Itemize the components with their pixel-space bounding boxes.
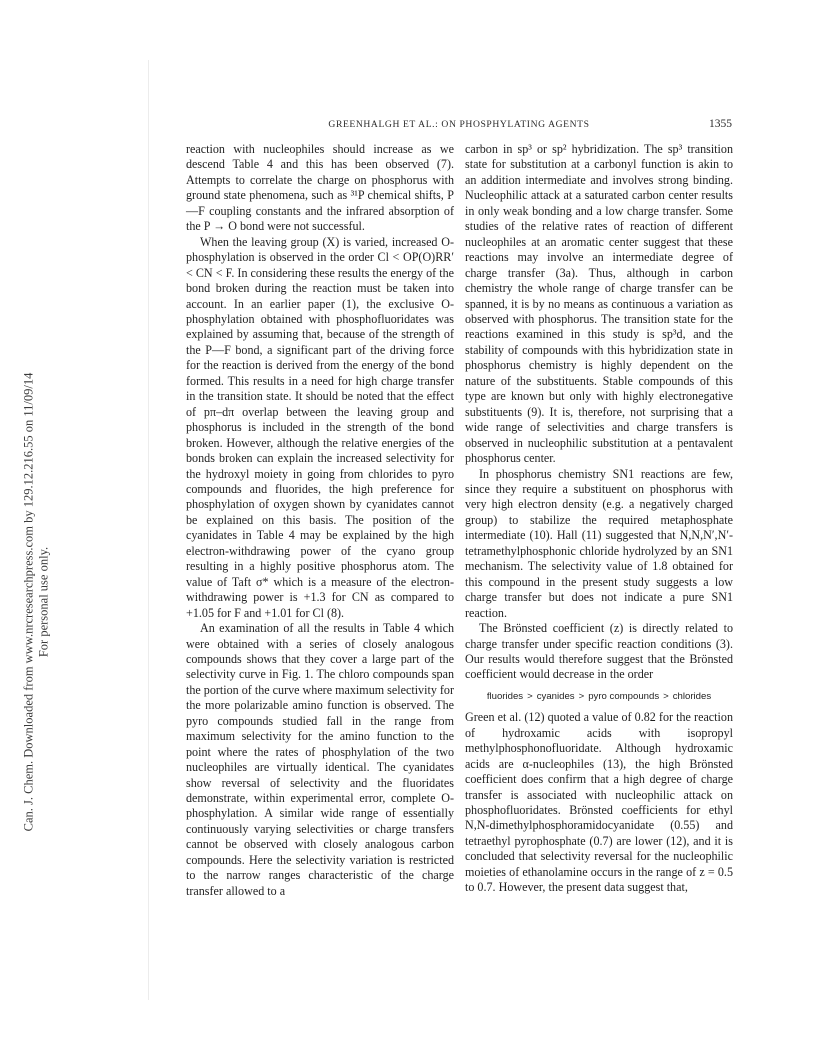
- order-separator: >: [578, 690, 585, 702]
- left-column: [186, 142, 454, 899]
- left-paragraph-1: reaction with nucleophiles should increase as we descend Table 4 and this has been observed (7). Attempts to correlate the charge on phosphorus with ground state phenomena, such as ³¹P chemical shifts, P—F coupling constants and the infrared absorption of the P → O bond were not successful.: [186, 142, 454, 234]
- right-paragraph-4: Green et al. (12) quoted a value of 0.82 for the reaction of hydroxamic acids with isopropyl methylphosphonofluoridate. Although hydroxamic acids are α-nucleophiles (13), the high Brönsted coefficient does confirm that a high degree of charge transfer is associated with nucleophilic attack on phosphofluoridates. Brönsted coefficients for ethyl N,N-dimethylphosphoramidocyanidate (0.55) and tetraethyl pyrophosphate (0.7) are lower (12), and it is concluded that selectivity reversal for the nucleophilic moieties of ethanolamine occurs in the range of z = 0.5 to 0.7. However, the present data suggest that,: [465, 710, 733, 895]
- order-item-pyro-compounds: pyro compounds: [588, 690, 660, 702]
- watermark-line-2: For personal use only.: [36, 546, 50, 658]
- order-separator: >: [663, 690, 669, 702]
- order-item-fluorides: fluorides: [486, 690, 524, 702]
- right-paragraph-3: The Brönsted coefficient (z) is directly related to charge transfer under specific reaction conditions (3). Our results would therefore suggest that the Brönsted coefficient would decrease in the order: [465, 621, 733, 682]
- right-paragraph-1: carbon in sp³ or sp² hybridization. The sp³ transition state for substitution at a carbonyl function is akin to an addition intermediate and involves strong binding. Nucleophilic attack at a saturated carbon center results in only weak bonding and a low charge transfer. Some studies of the relative rates of reaction of different nucleophiles at an aromatic center suggest that these reactions may involve an intermediate degree of charge transfer (3a). Thus, although in carbon chemistry the whole range of charge transfer can be spanned, it is by no means as continuous a variation as observed with phosphorus. The transition state for the reactions examined in this study is sp³d, and the stability of compounds with this hybridization state in phosphorus chemistry is highly dependent on the nature of the substituents. Stable compounds of this type are known but only with highly electronegative substituents (9). It is, therefore, not surprising that a wide range of selectivities and charge transfers is observed in nucleophilic substitution at a pentavalent phosphorus center.: [465, 142, 733, 466]
- page-number: 1355: [709, 118, 732, 130]
- running-title: GREENHALGH ET AL.: ON PHOSPHYLATING AGENTS: [328, 119, 590, 130]
- left-paragraph-2: When the leaving group (X) is varied, increased O-phosphylation is observed in the order Cl < OP(O)RR′ < CN < F. In considering these results the energy of the bond broken during the reaction must be taken into account. In an earlier paper (1), the exclusive O-phosphylation obtained with phosphofluoridates was explained by assuming that, because of the strength of the P—F bond, a significant part of the driving force for the reaction is derived from the energy of the bond formed. This results in a need for high charge transfer in the transition state. It should be noted that the effect of pπ–dπ overlap between the leaving group and phosphorus is included in the strength of the bond broken. However, although the relative energies of the bonds broken can explain the increased selectivity for the hydroxyl moiety in going from chlorides to pyro compounds and fluorides, the high preference for phosphylation of oxygen shown by cyanidates cannot be explained on this basis. The position of the cyanidates in Table 4 may be explained by the high electron-withdrawing power of the cyano group resulting in a highly positive phosphorus atom. The value of Taft σ* which is a measure of the electron-withdrawing power is +1.3 for CN as compared to +1.05 for F and +1.01 for Cl (8).: [186, 234, 454, 620]
- gutter-divider: [148, 60, 149, 1000]
- right-paragraph-2: In phosphorus chemistry SN1 reactions are few, since they require a substituent on phosphorus with very high electron density (e.g. a negatively charged group) to stabilize the required metaphosphate intermediate (10). Hall (11) suggested that N,N,N′,N′-tetramethylphosphonic chloride hydrolyzed by an SN1 mechanism. The selectivity value of 1.8 obtained for this compound in the present study suggests a low charge transfer but does not indicate a pure SN1 reaction.: [465, 466, 733, 620]
- left-paragraph-3: An examination of all the results in Table 4 which were obtained with a series of closely analogous compounds shows that they cover a large part of the selectivity curve in Fig. 1. The chloro compounds span the portion of the curve where maximum selectivity for the more polarizable amino function is observed. The pyro compounds studied fall in the range from maximum selectivity for the amino function to the point where the rates of phosphylation of the two nucleophiles are virtually identical. The cyanidates show reversal of selectivity and the fluoridates demonstrate, within experimental error, complete O-phosphylation. A similar wide range of essentially continuously varying selectivities or charge transfers cannot be observed with closely analogous carbon compounds. Here the selectivity variation is restricted to the narrow ranges characteristic of the charge transfer allowed to a: [186, 621, 454, 898]
- watermark-line-1: Can. J. Chem. Downloaded from www.nrcresearchpress.com by 129.12.216.55 on 11/09/14: [21, 372, 36, 832]
- order-separator: >: [527, 690, 533, 702]
- bronsted-order-line: [465, 689, 733, 704]
- download-watermark: [22, 373, 51, 832]
- page-header: [186, 119, 732, 133]
- order-item-cyanides: cyanides: [536, 690, 575, 702]
- order-item-chlorides: chlorides: [672, 690, 712, 702]
- right-column: [465, 142, 733, 896]
